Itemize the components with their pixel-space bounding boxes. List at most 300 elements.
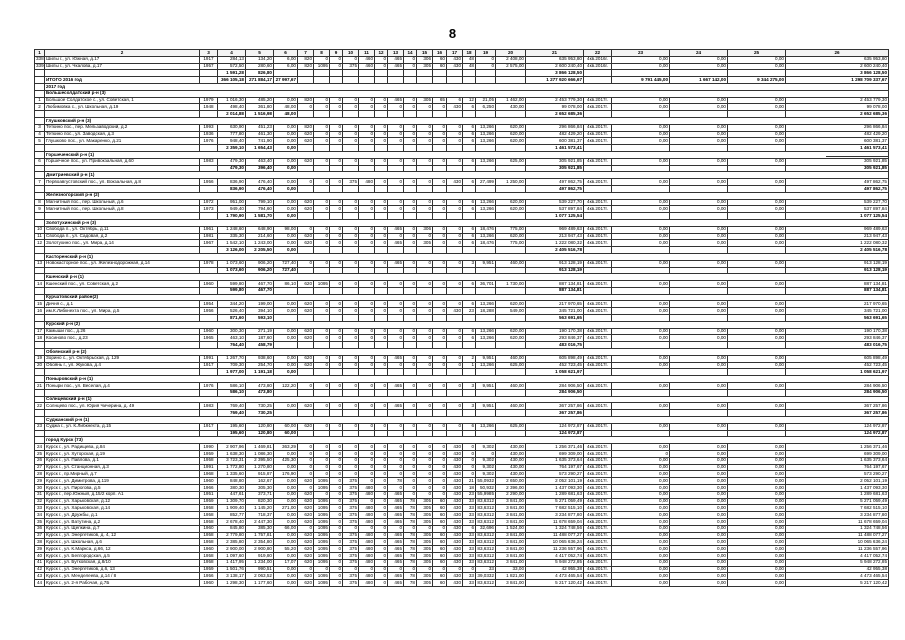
- table-cell: 0,00: [612, 240, 670, 247]
- table-cell: 83,6312: [477, 559, 494, 565]
- table-cell: [359, 165, 375, 172]
- table-cell: 0: [330, 355, 343, 362]
- table-cell: 0: [314, 260, 330, 267]
- table-cell: 0,00: [670, 383, 728, 390]
- table-cell: [463, 111, 476, 118]
- table-cell: 0: [463, 471, 476, 478]
- table-cell: [314, 111, 330, 118]
- table-cell: 0,00: [612, 580, 670, 587]
- table-cell: 375: [343, 512, 359, 519]
- table-cell: [375, 213, 388, 220]
- table-cell: 0: [359, 260, 375, 267]
- table-cell: 6: [463, 206, 476, 213]
- table-cell: 27,499: [476, 179, 496, 186]
- table-cell: [298, 342, 314, 349]
- table-cell: 1983: [200, 403, 218, 410]
- table-cell: 1957: [200, 63, 218, 70]
- table-cell: 0: [375, 518, 388, 525]
- column-number: 8: [314, 50, 330, 57]
- table-cell: [584, 287, 612, 294]
- table-cell: [330, 145, 343, 152]
- table-cell: 0: [433, 566, 447, 573]
- table-cell: 0: [330, 505, 343, 512]
- table-cell: 0: [447, 335, 463, 342]
- table-cell: [417, 70, 433, 77]
- address-cell: Магнитный пос., пер. Школьный, д.8: [45, 206, 200, 213]
- table-cell: 0: [433, 471, 447, 478]
- address-cell: Курск г., ул. Щепкина, д.7: [45, 525, 200, 532]
- table-cell: 0: [330, 179, 343, 186]
- table-cell: 60: [433, 63, 447, 70]
- table-cell: 4кв.2017г.: [584, 457, 612, 464]
- table-cell: 187,60: [246, 335, 274, 342]
- column-number: 17: [447, 50, 463, 57]
- table-cell: [612, 247, 670, 254]
- table-row: [35, 457, 889, 464]
- register-table: [34, 49, 889, 587]
- table-cell: 0: [447, 423, 463, 430]
- table-cell: 485,20: [246, 97, 274, 104]
- table-cell: [612, 430, 670, 437]
- table-cell: 293 846,37: [526, 335, 584, 342]
- table-cell: 1960: [200, 328, 218, 335]
- column-number: 5: [246, 50, 274, 57]
- table-cell: [612, 389, 670, 396]
- table-cell: 620: [298, 512, 314, 519]
- table-cell: 0: [330, 539, 343, 546]
- table-cell: [274, 287, 298, 294]
- table-cell: 4кв.2017г.: [584, 301, 612, 308]
- table-cell: 0: [404, 451, 417, 458]
- table-cell: 0,00: [274, 206, 298, 213]
- table-cell: 0: [417, 566, 433, 573]
- table-row: [35, 206, 889, 213]
- table-cell: [35, 342, 45, 349]
- table-cell: 465: [388, 403, 404, 410]
- table-cell: [330, 185, 343, 192]
- table-cell: 2 600 240,40: [526, 63, 584, 70]
- table-cell: 6: [463, 335, 476, 342]
- table-cell: 4кв.2017г.: [584, 451, 612, 458]
- table-row: [35, 505, 889, 512]
- table-cell: 0: [417, 362, 433, 369]
- table-cell: 0: [388, 124, 404, 131]
- table-cell: 0,00: [728, 525, 786, 532]
- table-cell: 4кв.2017г.: [584, 566, 612, 573]
- table-cell: 33: [463, 512, 476, 519]
- table-cell: [298, 369, 314, 376]
- table-cell: [200, 77, 218, 84]
- table-cell: [417, 111, 433, 118]
- table-cell: [200, 430, 218, 437]
- table-cell: [388, 77, 404, 84]
- table-cell: 497 862,75: [786, 185, 889, 192]
- table-cell: 83,6312: [477, 545, 494, 551]
- address-cell: [45, 389, 200, 396]
- table-cell: 0,00: [670, 328, 728, 335]
- table-cell: 0: [404, 138, 417, 145]
- table-cell: 190 170,38: [786, 328, 889, 335]
- table-cell: 0: [375, 206, 388, 213]
- table-cell: 33,00: [496, 566, 526, 573]
- table-cell: 887 134,81: [786, 287, 889, 294]
- table-cell: 1976: [200, 383, 218, 390]
- table-cell: 375: [343, 63, 359, 70]
- subtotal-row: [35, 430, 889, 437]
- table-cell: 1967: [200, 240, 218, 247]
- table-cell: 0: [433, 301, 447, 308]
- table-cell: [728, 342, 786, 349]
- table-cell: 1979: [200, 97, 218, 104]
- address-cell: Курск г., ул. Пирогова, д.5: [45, 485, 200, 492]
- table-cell: 0,00: [670, 518, 728, 525]
- table-cell: 480: [359, 512, 375, 519]
- table-cell: 78: [404, 539, 417, 546]
- table-cell: 4кв.2016г.: [584, 63, 612, 70]
- address-cell: [45, 430, 200, 437]
- table-cell: 0: [314, 240, 330, 247]
- address-cell: Кшенский пос., ул. Советская, д.2: [45, 281, 200, 288]
- table-row: [35, 471, 889, 478]
- table-cell: [375, 342, 388, 349]
- table-cell: 21,05: [476, 97, 496, 104]
- table-cell: 0: [343, 355, 359, 362]
- table-cell: 480: [359, 179, 375, 186]
- table-cell: 18: [35, 335, 45, 342]
- table-cell: 0: [463, 457, 476, 464]
- table-cell: [476, 213, 496, 220]
- table-cell: 0: [417, 491, 433, 498]
- table-cell: 0,00: [612, 498, 670, 505]
- address-cell: [45, 369, 200, 376]
- table-cell: 0: [343, 260, 359, 267]
- table-cell: [359, 70, 375, 77]
- table-cell: 480: [359, 485, 375, 492]
- table-cell: [388, 165, 404, 172]
- table-cell: 3 841,00: [496, 512, 526, 519]
- table-cell: [417, 247, 433, 254]
- table-row: [35, 355, 889, 362]
- table-cell: 11 236 557,96: [526, 546, 584, 553]
- column-number: 14: [404, 50, 417, 57]
- table-cell: 0,00: [612, 485, 670, 492]
- table-cell: 0: [404, 464, 417, 471]
- table-cell: [584, 185, 612, 192]
- table-cell: 430: [447, 444, 463, 451]
- table-cell: 367 257,86: [786, 410, 889, 417]
- table-cell: [343, 342, 359, 349]
- table-row: [35, 158, 889, 165]
- table-cell: [584, 77, 612, 84]
- table-cell: 1095: [314, 485, 330, 492]
- table-cell: 0: [343, 131, 359, 138]
- table-cell: 620: [298, 335, 314, 342]
- table-cell: 7 682 515,10: [526, 505, 584, 512]
- address-cell: [45, 247, 200, 254]
- address-cell: Горшечное пос., ул. Привокзальная, д.60: [45, 158, 200, 165]
- table-cell: [496, 111, 526, 118]
- subtotal-row: [35, 267, 889, 274]
- table-cell: 0: [433, 478, 447, 485]
- table-cell: [496, 342, 526, 349]
- table-cell: 0: [359, 131, 375, 138]
- table-cell: 4кв.2017г.: [584, 525, 612, 532]
- table-cell: 0,00: [670, 478, 728, 485]
- table-cell: 0,00: [612, 233, 670, 240]
- table-cell: 78: [404, 552, 417, 559]
- table-cell: [35, 369, 45, 376]
- table-cell: [314, 315, 330, 322]
- table-cell: [728, 111, 786, 118]
- group-header-row: [35, 294, 889, 301]
- table-cell: [314, 389, 330, 396]
- row-number-cell: [35, 321, 45, 328]
- table-cell: 0: [388, 104, 404, 111]
- table-cell: 0: [330, 559, 343, 566]
- table-cell: 124 972,87: [786, 423, 889, 430]
- table-cell: 0,00: [670, 233, 728, 240]
- table-cell: [343, 287, 359, 294]
- table-cell: 0: [433, 464, 447, 471]
- table-cell: [728, 247, 786, 254]
- table-cell: 620: [298, 423, 314, 430]
- table-cell: 2 290,00: [496, 491, 526, 498]
- table-cell: 4кв.2017г.: [584, 518, 612, 525]
- table-cell: 5 271 059,49: [786, 498, 889, 505]
- table-cell: 0: [330, 485, 343, 492]
- table-cell: 78: [404, 580, 417, 587]
- table-cell: 6: [463, 138, 476, 145]
- table-cell: 599,80: [218, 281, 246, 288]
- table-cell: 6: [463, 179, 476, 186]
- table-cell: 0,00: [728, 138, 786, 145]
- table-cell: 36,701: [476, 281, 496, 288]
- table-cell: 1 635 373,64: [526, 457, 584, 464]
- table-cell: 0: [359, 498, 375, 505]
- table-cell: 906,20: [246, 267, 274, 274]
- table-cell: 373,71: [246, 491, 274, 498]
- table-cell: [476, 430, 496, 437]
- table-cell: [298, 247, 314, 254]
- table-row: [35, 362, 889, 369]
- table-cell: 305: [417, 573, 433, 580]
- table-cell: 0: [388, 206, 404, 213]
- table-cell: 1 772,80: [218, 464, 246, 471]
- table-cell: 0: [343, 308, 359, 315]
- table-cell: 366 105,18: [218, 77, 246, 84]
- table-cell: 0: [433, 335, 447, 342]
- table-cell: [584, 213, 612, 220]
- address-cell: Первоавгустовский пос., ул. Вокзальная, д.8: [45, 179, 200, 186]
- table-cell: 305: [417, 559, 433, 566]
- table-cell: 31: [35, 491, 45, 498]
- table-cell: 0: [330, 403, 343, 410]
- table-cell: 48: [463, 63, 476, 70]
- table-cell: [463, 430, 476, 437]
- table-cell: [314, 267, 330, 274]
- table-cell: 599,80: [218, 287, 246, 294]
- table-cell: 0: [476, 63, 496, 70]
- address-cell: Курск г., ул. Харьковская, д.12: [45, 498, 200, 505]
- table-cell: 78: [404, 518, 417, 525]
- table-cell: 48,00: [274, 111, 298, 118]
- table-cell: 430: [447, 512, 463, 519]
- table-cell: 1 077 125,54: [786, 213, 889, 220]
- table-cell: 625,00: [496, 423, 526, 430]
- table-cell: 0: [330, 546, 343, 553]
- table-cell: 820: [298, 63, 314, 70]
- table-cell: 0: [314, 403, 330, 410]
- table-cell: 0,00: [274, 518, 298, 525]
- table-cell: 951,00: [218, 199, 246, 206]
- table-cell: 5 948 272,85: [526, 559, 584, 566]
- table-cell: 0,00: [670, 546, 728, 553]
- table-cell: 0: [375, 308, 388, 315]
- table-cell: 0: [433, 138, 447, 145]
- table-cell: 1 591,28: [218, 70, 246, 77]
- table-cell: 1 256 371,46: [526, 444, 584, 451]
- table-cell: 42: [35, 566, 45, 573]
- table-cell: 0,00: [670, 97, 728, 104]
- register-table-body: [35, 50, 889, 587]
- table-cell: 0: [298, 451, 314, 458]
- table-cell: 296 866,84: [526, 124, 584, 131]
- table-cell: 0,00: [670, 124, 728, 131]
- table-cell: 430: [447, 505, 463, 512]
- table-cell: 0: [417, 444, 433, 451]
- table-cell: 2 650,00: [496, 478, 526, 485]
- table-cell: [404, 247, 417, 254]
- table-cell: 1 086,30: [246, 451, 274, 458]
- column-number: 13: [388, 50, 404, 57]
- table-cell: 0: [447, 131, 463, 138]
- table-cell: [375, 267, 388, 274]
- table-cell: [463, 165, 476, 172]
- table-cell: 465: [388, 498, 404, 505]
- table-cell: 483 016,75: [786, 342, 889, 349]
- table-cell: 730,25: [246, 403, 274, 410]
- table-cell: 6: [463, 104, 476, 111]
- table-cell: 0: [343, 423, 359, 430]
- table-cell: 1 417,95: [218, 559, 246, 566]
- table-cell: 32,696: [476, 525, 496, 532]
- table-cell: 66,00: [274, 525, 298, 532]
- table-cell: 498,40: [218, 104, 246, 111]
- table-cell: 339: [36, 63, 44, 69]
- table-cell: 1 145,20: [246, 505, 274, 512]
- table-cell: 0,00: [728, 403, 786, 410]
- table-cell: 0: [330, 362, 343, 369]
- table-cell: 0,00: [274, 478, 298, 485]
- table-cell: 0: [404, 525, 417, 532]
- table-cell: 0: [330, 124, 343, 131]
- table-cell: 60: [433, 56, 447, 63]
- table-cell: 0: [314, 464, 330, 471]
- table-cell: [330, 369, 343, 376]
- table-cell: 0: [314, 355, 330, 362]
- table-cell: 9,302: [476, 471, 496, 478]
- table-cell: 6: [463, 131, 476, 138]
- table-cell: 0: [404, 97, 417, 104]
- table-cell: 0,00: [612, 158, 670, 165]
- row-number-cell: [35, 192, 45, 199]
- table-cell: [343, 185, 359, 192]
- table-cell: 430,00: [496, 104, 526, 111]
- table-cell: 0: [404, 233, 417, 240]
- table-cell: [496, 267, 526, 274]
- table-cell: 620,00: [496, 138, 526, 145]
- table-cell: [314, 145, 330, 152]
- table-cell: 1958: [200, 552, 218, 559]
- table-cell: 0: [447, 383, 463, 390]
- table-cell: 0,00: [728, 518, 786, 525]
- table-cell: 919,80: [246, 552, 274, 559]
- table-cell: 0,00: [728, 559, 786, 566]
- table-cell: 0,00: [274, 247, 298, 254]
- table-cell: 620: [298, 552, 314, 559]
- group-header-row: [35, 437, 889, 444]
- table-cell: [417, 342, 433, 349]
- table-cell: 0: [343, 471, 359, 478]
- table-cell: 83,6312: [477, 504, 494, 510]
- table-row: [35, 56, 889, 63]
- table-cell: 460,00: [496, 403, 526, 410]
- table-cell: 10: [35, 226, 45, 233]
- table-cell: 620,00: [496, 328, 526, 335]
- table-cell: [670, 111, 728, 118]
- table-cell: 452 723,45: [526, 362, 584, 369]
- address-cell: Курск г., ул. Радищева, д.84: [45, 444, 200, 451]
- table-cell: [330, 267, 343, 274]
- row-number-cell: [35, 83, 45, 90]
- table-cell: 0: [433, 423, 447, 430]
- table-cell: 1959: [200, 566, 218, 573]
- table-cell: 1 250,00: [496, 179, 526, 186]
- table-cell: 4кв.2017г.: [584, 505, 612, 512]
- table-cell: [200, 410, 218, 417]
- table-cell: 1 191,18: [246, 369, 274, 376]
- table-cell: 0: [447, 226, 463, 233]
- table-row: [35, 403, 889, 410]
- table-cell: 0: [375, 580, 388, 587]
- table-cell: 6,00: [274, 63, 298, 70]
- table-cell: [404, 369, 417, 376]
- table-cell: [343, 315, 359, 322]
- table-cell: [728, 410, 786, 417]
- table-cell: 0: [388, 301, 404, 308]
- table-cell: [670, 287, 728, 294]
- table-cell: 0,00: [612, 56, 670, 63]
- table-cell: 480: [359, 580, 375, 587]
- table-cell: 0,00: [728, 539, 786, 546]
- table-cell: [359, 430, 375, 437]
- table-row: [35, 559, 889, 566]
- table-cell: 465: [388, 505, 404, 512]
- table-cell: 620,00: [496, 335, 526, 342]
- table-row: [35, 552, 889, 559]
- table-cell: 0: [375, 532, 388, 539]
- table-cell: 4кв.2017г.: [584, 104, 612, 111]
- table-cell: [298, 165, 314, 172]
- table-cell: 461,30: [246, 131, 274, 138]
- table-cell: [463, 389, 476, 396]
- table-cell: 620: [298, 403, 314, 410]
- table-cell: 0: [314, 226, 330, 233]
- table-cell: 4кв.2017г.: [584, 138, 612, 145]
- table-cell: 0,00: [670, 56, 728, 63]
- table-cell: 22: [35, 403, 45, 410]
- table-cell: 0,00: [612, 532, 670, 539]
